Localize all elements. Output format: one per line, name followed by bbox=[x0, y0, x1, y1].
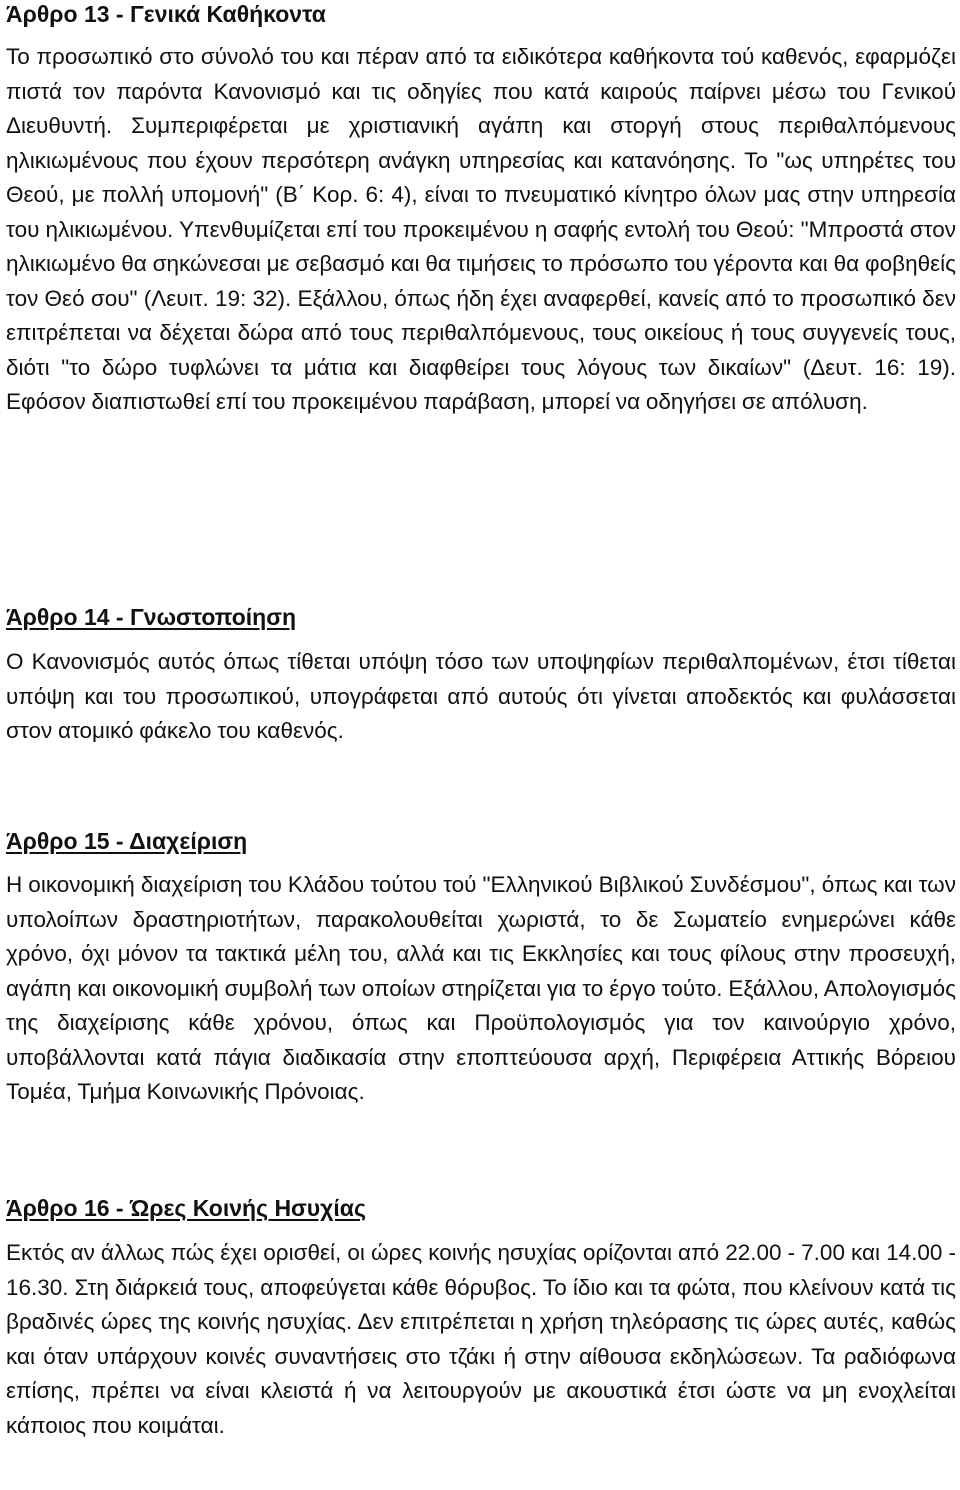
article-15-body: Η οικονομική διαχείριση του Κλάδου τούτου τού "Ελληνικού Βιβλικού Συνδέσμου", όπως και των υπολοίπων δραστηριοτήτων, παρακολουθείται χωριστά, το δε Σωματείο ενημερώνει κάθε χρόνο, όχι μόνον τα τακτικά μέλη του, αλλά και τις Εκκλησίες και τους φίλους στην προσευχή, αγάπη και οικονομική συμβολή των οποίων στηρίζεται για το έργο τούτο. Εξάλλου, Απολογισμός της διαχείρισης κάθε χρόνου, όπως και Προϋπολογισμός για τον καινούργιο χρόνο, υποβάλλονται κατά πάγια διαδικασία στην εποπτεύουσα αρχή, Περιφέρεια Αττικής Βόρειου Τομέα, Τμήμα Κοινωνικής Πρόνοιας. bbox=[6, 872, 956, 1104]
article-13-body: Το προσωπικό στο σύνολό του και πέραν από τα ειδικότερα καθήκοντα τού καθενός, εφαρμόζει πιστά τον παρόντα Κανονισμό και τις οδηγίες που κατά καιρούς παίρνει μέσω του Γενικού Διευθυντή. Συμπεριφέρεται με χριστιανική αγάπη και στοργή στους περιθαλπόμενους ηλικιωμένους που έχουν περσότερη ανάγκη υπηρεσίας και κατανόησης. Το "ως υπηρέτες του Θεού, με πολλή υπομονή" (Β΄ Κορ. 6: 4), είναι το πνευματικό κίνητρο όλων μας στην υπηρεσία του ηλικιωμένου. Υπενθυμίζεται επί του προκειμένου η σαφής εντολή του Θεού: "Μπροστά στον ηλικιωμένο θα σηκώνεσαι με σεβασμό και θα τιμήσεις το πρόσωπο του γέροντα και θα φοβηθείς τον Θεό σου" (Λευιτ. 19: 32). Εξάλλου, όπως ήδη έχει αναφερθεί, κανείς από το προσωπικό δεν επιτρέπεται να δέχεται δώρα από τους περιθαλπόμενους, τους οικείους ή τους συγγενείς τους, διότι "το δώρο τυφλώνει τα μάτια και διαφθείρει τους λόγους των δικαίων" (Δευτ. 16: 19). Εφόσον διαπιστωθεί επί του προκειμένου παράβαση, μπορεί να οδηγήσει σε απόλυση. bbox=[6, 44, 956, 414]
article-14-heading: Άρθρο 14 - Γνωστοποίηση bbox=[6, 604, 297, 630]
article-14-body: Ο Κανονισμός αυτός όπως τίθεται υπόψη τόσο των υποψηφίων περιθαλπομένων, έτσι τίθεται υπόψη και του προσωπικού, υπογράφεται από αυτούς ότι γίνεται αποδεκτός και φυλάσσεται στον ατομικό φάκελο του καθενός. bbox=[6, 649, 956, 743]
article-16-heading: Άρθρο 16 - Ώρες Κοινής Ησυχίας bbox=[6, 1195, 366, 1221]
article-15-heading: Άρθρο 15 - Διαχείριση bbox=[6, 828, 248, 854]
article-13-heading: Άρθρο 13 - Γενικά Καθήκοντα bbox=[6, 1, 326, 27]
article-16-body: Εκτός αν άλλως πώς έχει ορισθεί, οι ώρες κοινής ησυχίας ορίζονται από 22.00 - 7.00 και 14.00 - 16.30. Στη διάρκειά τους, αποφεύγεται κάθε θόρυβος. Το ίδιο και τα φώτα, που κλείνουν κατά τις βραδινές ώρες της κοινής ησυχίας. Δεν επιτρέπεται η χρήση τηλεόρασης τις ώρες αυτές, καθώς και όταν υπάρχουν κοινές συναντήσεις στο τζάκι ή στην αίθουσα εκδηλώσεων. Τα ραδιόφωνα επίσης, πρέπει να είναι κλειστά ή να λειτουργούν με ακουστικά έτσι ώστε να μη ενοχλείται κάποιος που κοιμάται. bbox=[6, 1240, 956, 1438]
